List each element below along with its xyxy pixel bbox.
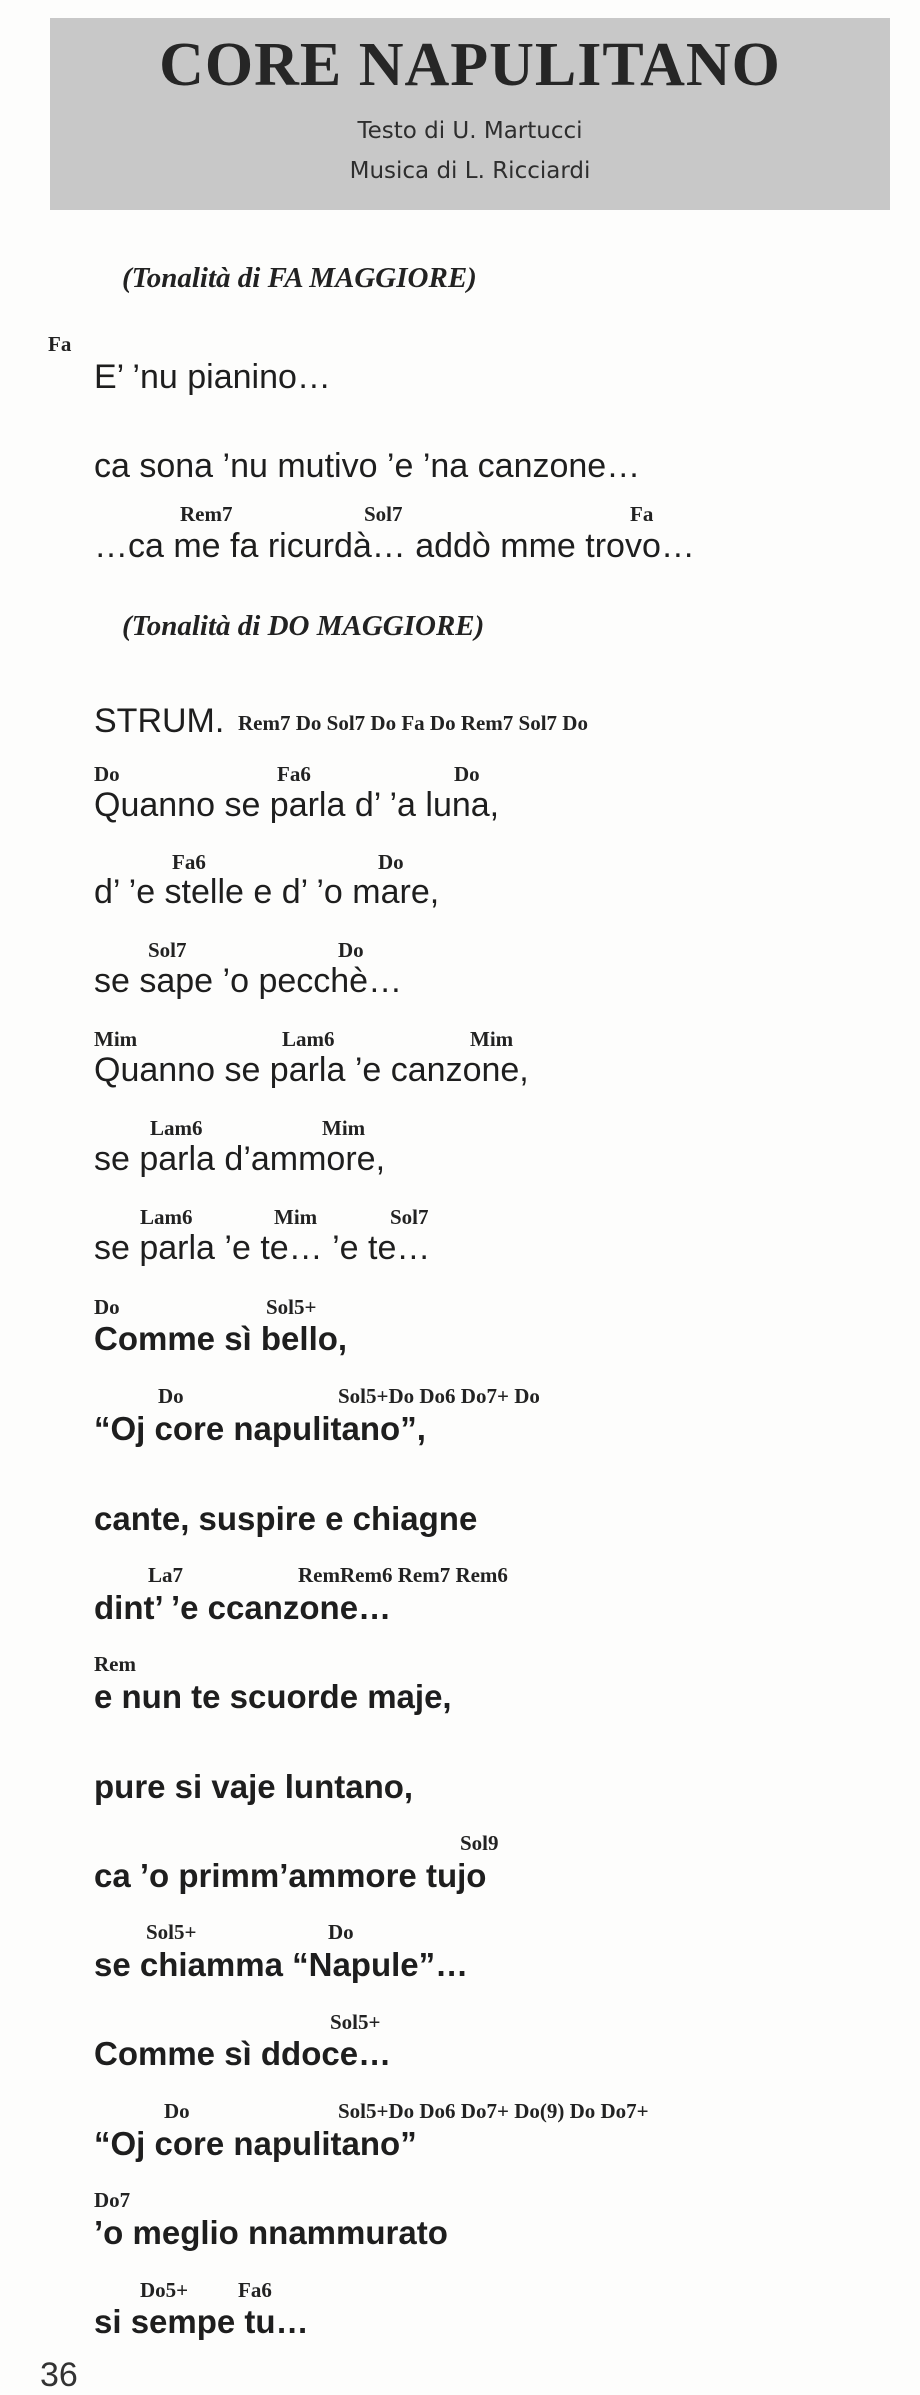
chord: Lam6 [282, 1027, 335, 1051]
chord: Rem7 [180, 502, 233, 526]
chord: Sol7 [148, 938, 187, 962]
strum-label: STRUM. [94, 702, 225, 740]
lyrics-credit: Testo di U. Martucci [357, 118, 583, 144]
chord: Fa6 [238, 2278, 272, 2302]
chord: Do [158, 1384, 184, 1408]
chord: Sol5+Do Do6 Do7+ Do [338, 1384, 540, 1408]
lyric-line: si sempe tu… [94, 2303, 309, 2340]
chord: Fa [630, 502, 654, 526]
chord: Sol5+Do Do6 Do7+ Do(9) Do Do7+ [338, 2099, 649, 2123]
chord: Sol5+ [330, 2010, 381, 2034]
strum-chords: Rem7 Do Sol7 Do Fa Do Rem7 Sol7 Do [238, 711, 588, 735]
lyric-line: dint’ ’e ccanzone… [94, 1589, 392, 1626]
chord: Do [338, 938, 364, 962]
chord: Fa [48, 332, 72, 356]
chord: Mim [274, 1205, 318, 1229]
lyric-line: ca sona ’nu mutivo ’e ’na canzone… [94, 447, 641, 485]
chord: Do [328, 1920, 354, 1944]
chord: Lam6 [150, 1116, 203, 1140]
chord: Sol9 [460, 1831, 499, 1855]
lyric-line: Quanno se parla d’ ’a luna, [94, 786, 500, 824]
lyric-line: ca ’o primm’ammore tujo [94, 1857, 487, 1894]
lyric-line: se parla d’ammore, [94, 1140, 386, 1178]
lyric-line: se parla ’e te… ’e te… [94, 1229, 431, 1267]
lyric-line: d’ ’e stelle e d’ ’o mare, [94, 873, 440, 911]
lyric-line: “Oj core napulitano”, [94, 1410, 426, 1447]
chord: La7 [148, 1563, 184, 1587]
chord: Do [454, 762, 480, 786]
lyric-line: ’o meglio nnammurato [94, 2214, 448, 2251]
chord: Sol7 [364, 502, 403, 526]
lyric-line: pure si vaje luntano, [94, 1768, 414, 1805]
lyric-line: se chiamma “Napule”… [94, 1946, 469, 1983]
chord: Sol5+ [266, 1295, 317, 1319]
lyric-line: se sape ’o pecchè… [94, 962, 403, 1000]
lyric-line: Comme sì ddoce… [94, 2035, 392, 2072]
chord: Do7 [94, 2188, 131, 2212]
lyric-line: e nun te scuorde maje, [94, 1678, 452, 1715]
song-title: CORE NAPULITANO [159, 31, 781, 99]
page-number: 36 [40, 2356, 78, 2394]
chord: Lam6 [140, 1205, 193, 1229]
chord: Do5+ [140, 2278, 189, 2302]
lyric-line: “Oj core napulitano” [94, 2125, 417, 2162]
lyric-line: …ca me fa ricurdà… addò mme trovo… [94, 527, 695, 565]
music-credit: Musica di L. Ricciardi [349, 158, 591, 184]
chord: Sol7 [390, 1205, 429, 1229]
lyric-line: cante, suspire e chiagne [94, 1500, 478, 1537]
title-header [50, 18, 890, 210]
tonality-heading: (Tonalità di DO MAGGIORE) [122, 610, 485, 642]
tonality-heading: (Tonalità di FA MAGGIORE) [122, 262, 477, 294]
chord: Rem [94, 1652, 136, 1676]
chord: RemRem6 Rem7 Rem6 [298, 1563, 508, 1587]
lyric-line: E’ ’nu pianino… [94, 358, 331, 396]
chord: Do [164, 2099, 190, 2123]
chord: Mim [470, 1027, 514, 1051]
chord: Fa6 [172, 850, 206, 874]
chord: Mim [94, 1027, 138, 1051]
chord: Do [94, 762, 120, 786]
lyric-line: Quanno se parla ’e canzone, [94, 1051, 529, 1089]
chord: Fa6 [277, 762, 311, 786]
chord: Sol5+ [146, 1920, 197, 1944]
chord: Mim [322, 1116, 366, 1140]
chord: Do [378, 850, 404, 874]
lyric-line: Comme sì bello, [94, 1320, 348, 1357]
chord: Do [94, 1295, 120, 1319]
